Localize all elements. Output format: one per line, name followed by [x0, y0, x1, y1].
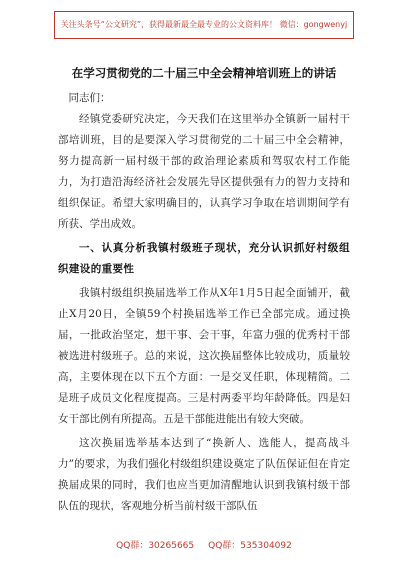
promo-banner: [54, 11, 354, 39]
document-body: [58, 88, 350, 517]
body-paragraph: 我镇村级组织换届选举工作从X年1月5日起全面铺开，截止X月20日，全镇59个村换届选举工作已全部完成。通过换届，一批政治坚定，想干事、会干事，年富力强的优秀村干部被选进村级班子。总的来说，这次换届整体比较成功，质量较高，主要体现在以下五个方面：一是交叉任职，体现精简。二是班子成员文化程度提高。三是村两委平均年龄降低。四是妇女干部比例有所提高。五是干部能进能出有较大突破。: [58, 287, 350, 425]
intro-paragraph: 经镇党委研究决定，今天我们在这里举办全镇新一届村干部培训班，目的是要深入学习贯彻党的二十届三中全会精神，努力提高新一届村级干部的政治理论素质和驾驭农村工作能力，为打造沿海经济社会发展先导区提供强有力的智力支持和组织保证。希望大家明确目的，认真学习争取在培训期间学有所获、学出成效。: [58, 113, 350, 230]
footer-contact: [0, 538, 408, 551]
qq-group-1: QQ群：30265665: [116, 541, 195, 551]
salutation: 同志们：: [68, 92, 111, 104]
promo-banner-text: 关注头条号“公文研究”，获得最新最全最专业的公文资料库！ 微信：gongwenyj: [60, 20, 348, 29]
section-heading-1: 一、认真分析我镇村级班子现状，充分认识抓好村级组织建设的重要性: [58, 242, 350, 275]
body-paragraph: 这次换届选举基本达到了“换新人、选能人，提高战斗力”的要求，为我们强化村级组织建设奠定了队伍保证但在肯定换届成果的同时，我们也应当更加清醒地认识到我镇村级干部队伍的现状，客观地分析当前村级干部队伍: [58, 437, 350, 512]
qq-group-2: QQ群：535304092: [208, 541, 292, 551]
document-title: 在学习贯彻党的二十届三中全会精神培训班上的讲话: [71, 66, 337, 80]
